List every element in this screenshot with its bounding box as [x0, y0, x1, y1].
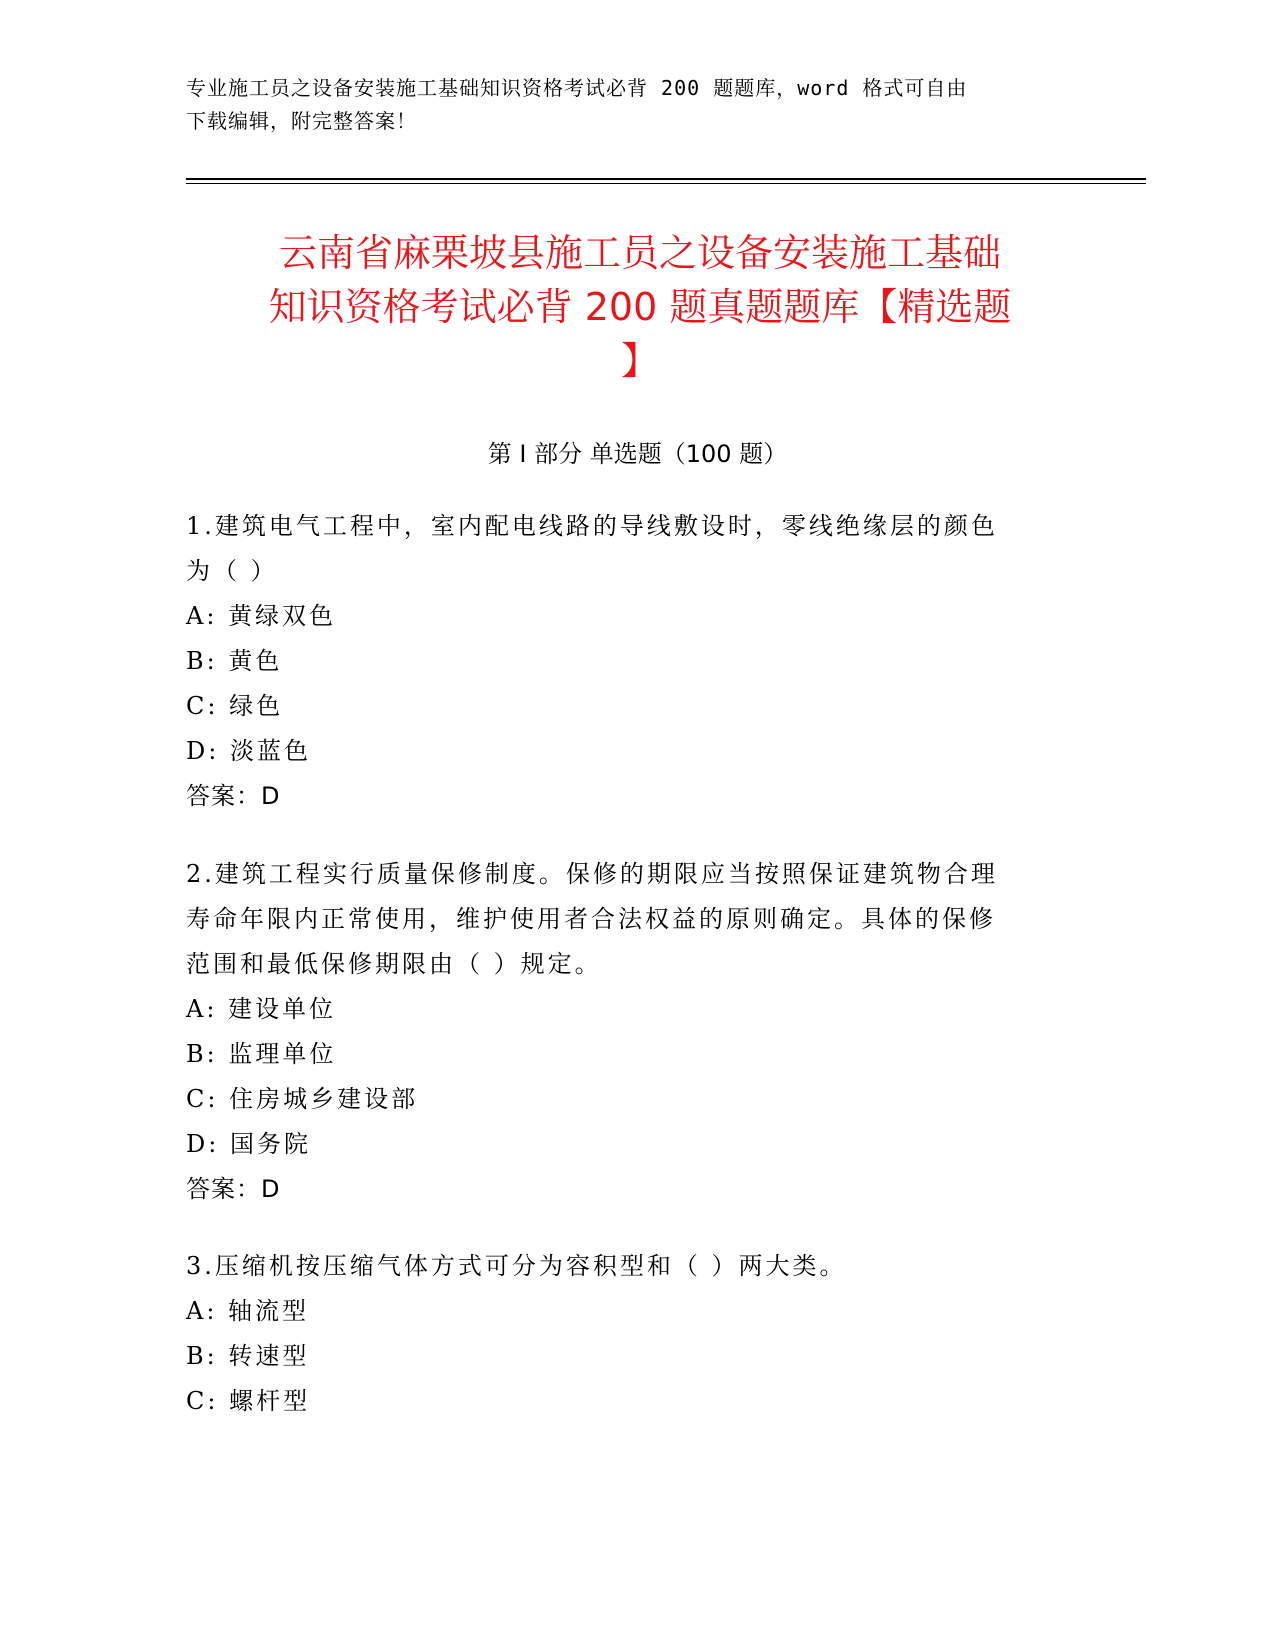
answer: 答案：D — [186, 782, 281, 810]
option-c: C: 绿色 — [186, 692, 284, 720]
option-c: C: 螺杆型 — [186, 1387, 311, 1415]
document-title-line-3: 】 — [620, 339, 659, 383]
option-b: B: 转速型 — [186, 1342, 310, 1370]
option-b: B: 黄色 — [186, 647, 283, 675]
option-d: D: 国务院 — [186, 1130, 311, 1158]
question-2 — [186, 852, 1066, 1212]
section-title: 第 I 部分 单选题（100 题） — [487, 440, 788, 468]
question-3 — [186, 1244, 1066, 1424]
header-rule-thick — [186, 178, 1146, 180]
header-note-line-2: 下载编辑，附完整答案！ — [186, 109, 417, 133]
option-a: A: 建设单位 — [186, 995, 337, 1023]
document-title — [190, 226, 1090, 388]
header-note-line-1: 专业施工员之设备安装施工基础知识资格考试必背 200 题题库，word 格式可自由 — [186, 76, 968, 100]
option-c: C: 住房城乡建设部 — [186, 1085, 419, 1113]
question-stem: 范围和最低保修期限由（ ）规定。 — [186, 950, 602, 978]
question-stem: 1.建筑电气工程中，室内配电线路的导线敷设时，零线绝缘层的颜色 — [186, 512, 998, 540]
question-1 — [186, 504, 1066, 819]
question-stem: 为（ ） — [186, 557, 278, 585]
question-stem: 寿命年限内正常使用，维护使用者合法权益的原则确定。具体的保修 — [186, 905, 996, 933]
header-note — [186, 72, 1086, 138]
answer: 答案：D — [186, 1175, 281, 1203]
document-title-line-2: 知识资格考试必背 200 题真题题库【精选题 — [268, 285, 1012, 329]
header-rule-thin — [186, 183, 1146, 184]
document-title-line-1: 云南省麻栗坡县施工员之设备安装施工基础 — [278, 231, 1001, 275]
option-b: B: 监理单位 — [186, 1040, 337, 1068]
option-a: A: 轴流型 — [186, 1297, 310, 1325]
option-a: A: 黄绿双色 — [186, 602, 337, 630]
question-stem: 3.压缩机按压缩气体方式可分为容积型和（ ）两大类。 — [186, 1252, 847, 1280]
option-d: D: 淡蓝色 — [186, 737, 311, 765]
question-stem: 2.建筑工程实行质量保修制度。保修的期限应当按照保证建筑物合理 — [186, 860, 998, 888]
